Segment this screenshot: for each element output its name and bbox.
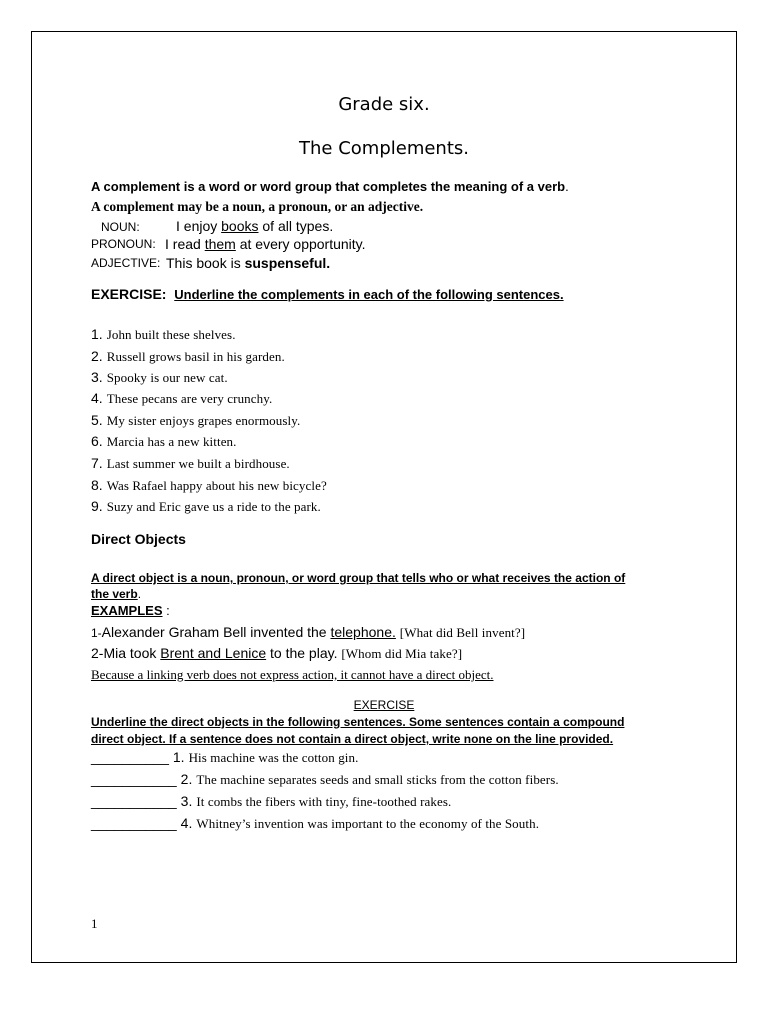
example-text: I read xyxy=(165,236,205,252)
examples-label-row xyxy=(91,603,170,618)
item-text: Russell grows basil in his garden. xyxy=(106,349,285,364)
answer-blank: ___________ xyxy=(91,771,177,787)
item-text: The machine separates seeds and small sticks from the cotton fibers. xyxy=(196,772,559,787)
example-note: [Whom did Mia take?] xyxy=(341,646,463,661)
list-item xyxy=(91,477,327,495)
example-text: of all types. xyxy=(258,218,334,234)
list-item xyxy=(91,369,228,387)
item-text: Marcia has a new kitten. xyxy=(106,434,237,449)
answer-blank: ___________ xyxy=(91,815,177,831)
item-text: Whitney’s invention was important to the economy of the South. xyxy=(196,816,540,831)
item-text: It combs the fibers with tiny, fine-toothed rakes. xyxy=(196,794,452,809)
definition-period: . xyxy=(137,587,142,601)
item-number: 9. xyxy=(91,498,103,514)
exercise1-heading xyxy=(91,286,564,302)
exercise-label: EXERCISE: xyxy=(91,286,167,302)
list-item xyxy=(91,390,272,408)
exercise2-instruction-line1: Underline the direct objects in the following sentences. Some sentences contain a compound xyxy=(91,715,625,729)
example-direct-object: Brent and Lenice xyxy=(160,645,267,661)
example-text: Alexander Graham Bell invented the xyxy=(101,624,331,640)
example-pronoun-sentence xyxy=(165,236,366,252)
list-item xyxy=(91,815,539,833)
list-item xyxy=(91,326,236,344)
page-number: 1 xyxy=(91,916,98,931)
item-number: 3. xyxy=(91,369,103,385)
item-text: Spooky is our new cat. xyxy=(106,370,228,385)
example-complement: books xyxy=(221,218,259,234)
complement-definition-period: . xyxy=(565,179,569,194)
example-noun-sentence xyxy=(176,218,333,234)
example-pronoun-label: PRONOUN: xyxy=(91,237,156,251)
item-text: John built these shelves. xyxy=(106,327,236,342)
exercise-instruction: Underline the complements in each of the following sentences. xyxy=(174,287,564,302)
item-text: Was Rafael happy about his new bicycle? xyxy=(106,478,327,493)
item-number: 5. xyxy=(91,412,103,428)
list-item xyxy=(91,348,285,366)
examples-label: EXAMPLES xyxy=(91,603,163,618)
example-adjective-sentence xyxy=(166,255,330,271)
item-text: These pecans are very crunchy. xyxy=(106,391,273,406)
example-text: at every opportunity. xyxy=(235,236,366,252)
item-text: Last summer we built a birdhouse. xyxy=(106,456,290,471)
example-label: NOUN: xyxy=(101,220,140,234)
item-number: 2. xyxy=(91,348,103,364)
example-number: 1- xyxy=(91,626,102,640)
list-item xyxy=(91,771,559,789)
page-title: The Complements. xyxy=(299,138,469,159)
example-number: 2- xyxy=(91,645,104,661)
direct-object-example-2 xyxy=(91,645,462,662)
example-text: I enjoy xyxy=(176,218,222,234)
example-note: [What did Bell invent?] xyxy=(399,625,526,640)
complement-types: A complement may be a noun, a pronoun, or an adjective. xyxy=(91,199,424,214)
item-number: 7. xyxy=(91,455,103,471)
example-noun xyxy=(101,219,140,234)
item-number: 1. xyxy=(172,749,185,765)
list-item xyxy=(91,749,358,767)
list-item xyxy=(91,433,237,451)
item-number: 2. xyxy=(180,771,193,787)
example-complement: suspenseful. xyxy=(244,255,331,271)
examples-colon: : xyxy=(162,603,170,618)
example-text: to the play. xyxy=(266,645,342,661)
complement-definition-text: A complement is a word or word group that completes the meaning of a verb xyxy=(91,179,566,194)
direct-object-definition-line2 xyxy=(91,587,141,601)
list-item xyxy=(91,412,300,430)
grade-title: Grade six. xyxy=(338,94,430,115)
item-text: His machine was the cotton gin. xyxy=(188,750,359,765)
definition-text: the verb xyxy=(91,587,138,601)
example-adjective-label: ADJECTIVE: xyxy=(91,256,161,270)
item-number: 3. xyxy=(180,793,193,809)
item-number: 1. xyxy=(91,326,103,342)
example-direct-object: telephone. xyxy=(330,624,396,640)
item-text: Suzy and Eric gave us a ride to the park. xyxy=(106,499,321,514)
direct-object-definition-line1: A direct object is a noun, pronoun, or word group that tells who or what receives the action of xyxy=(91,571,626,585)
answer-blank: __________ xyxy=(91,749,169,765)
item-number: 8. xyxy=(91,477,103,493)
item-text: My sister enjoys grapes enormously. xyxy=(106,413,301,428)
item-number: 6. xyxy=(91,433,103,449)
item-number: 4. xyxy=(91,390,103,406)
example-complement: them xyxy=(204,236,236,252)
item-number: 4. xyxy=(180,815,193,831)
direct-object-example-1 xyxy=(91,624,525,641)
exercise2-heading: EXERCISE xyxy=(353,698,415,712)
example-text: This book is xyxy=(166,255,245,271)
list-item xyxy=(91,455,290,473)
direct-objects-heading: Direct Objects xyxy=(91,531,186,547)
example-text: Mia took xyxy=(103,645,161,661)
list-item xyxy=(91,498,321,516)
list-item xyxy=(91,793,451,811)
linking-verb-note: Because a linking verb does not express action, it cannot have a direct object. xyxy=(91,667,494,682)
exercise2-instruction-line2: direct object. If a sentence does not contain a direct object, write none on the line provided. xyxy=(91,732,614,746)
complement-definition xyxy=(91,179,569,194)
answer-blank: ___________ xyxy=(91,793,177,809)
